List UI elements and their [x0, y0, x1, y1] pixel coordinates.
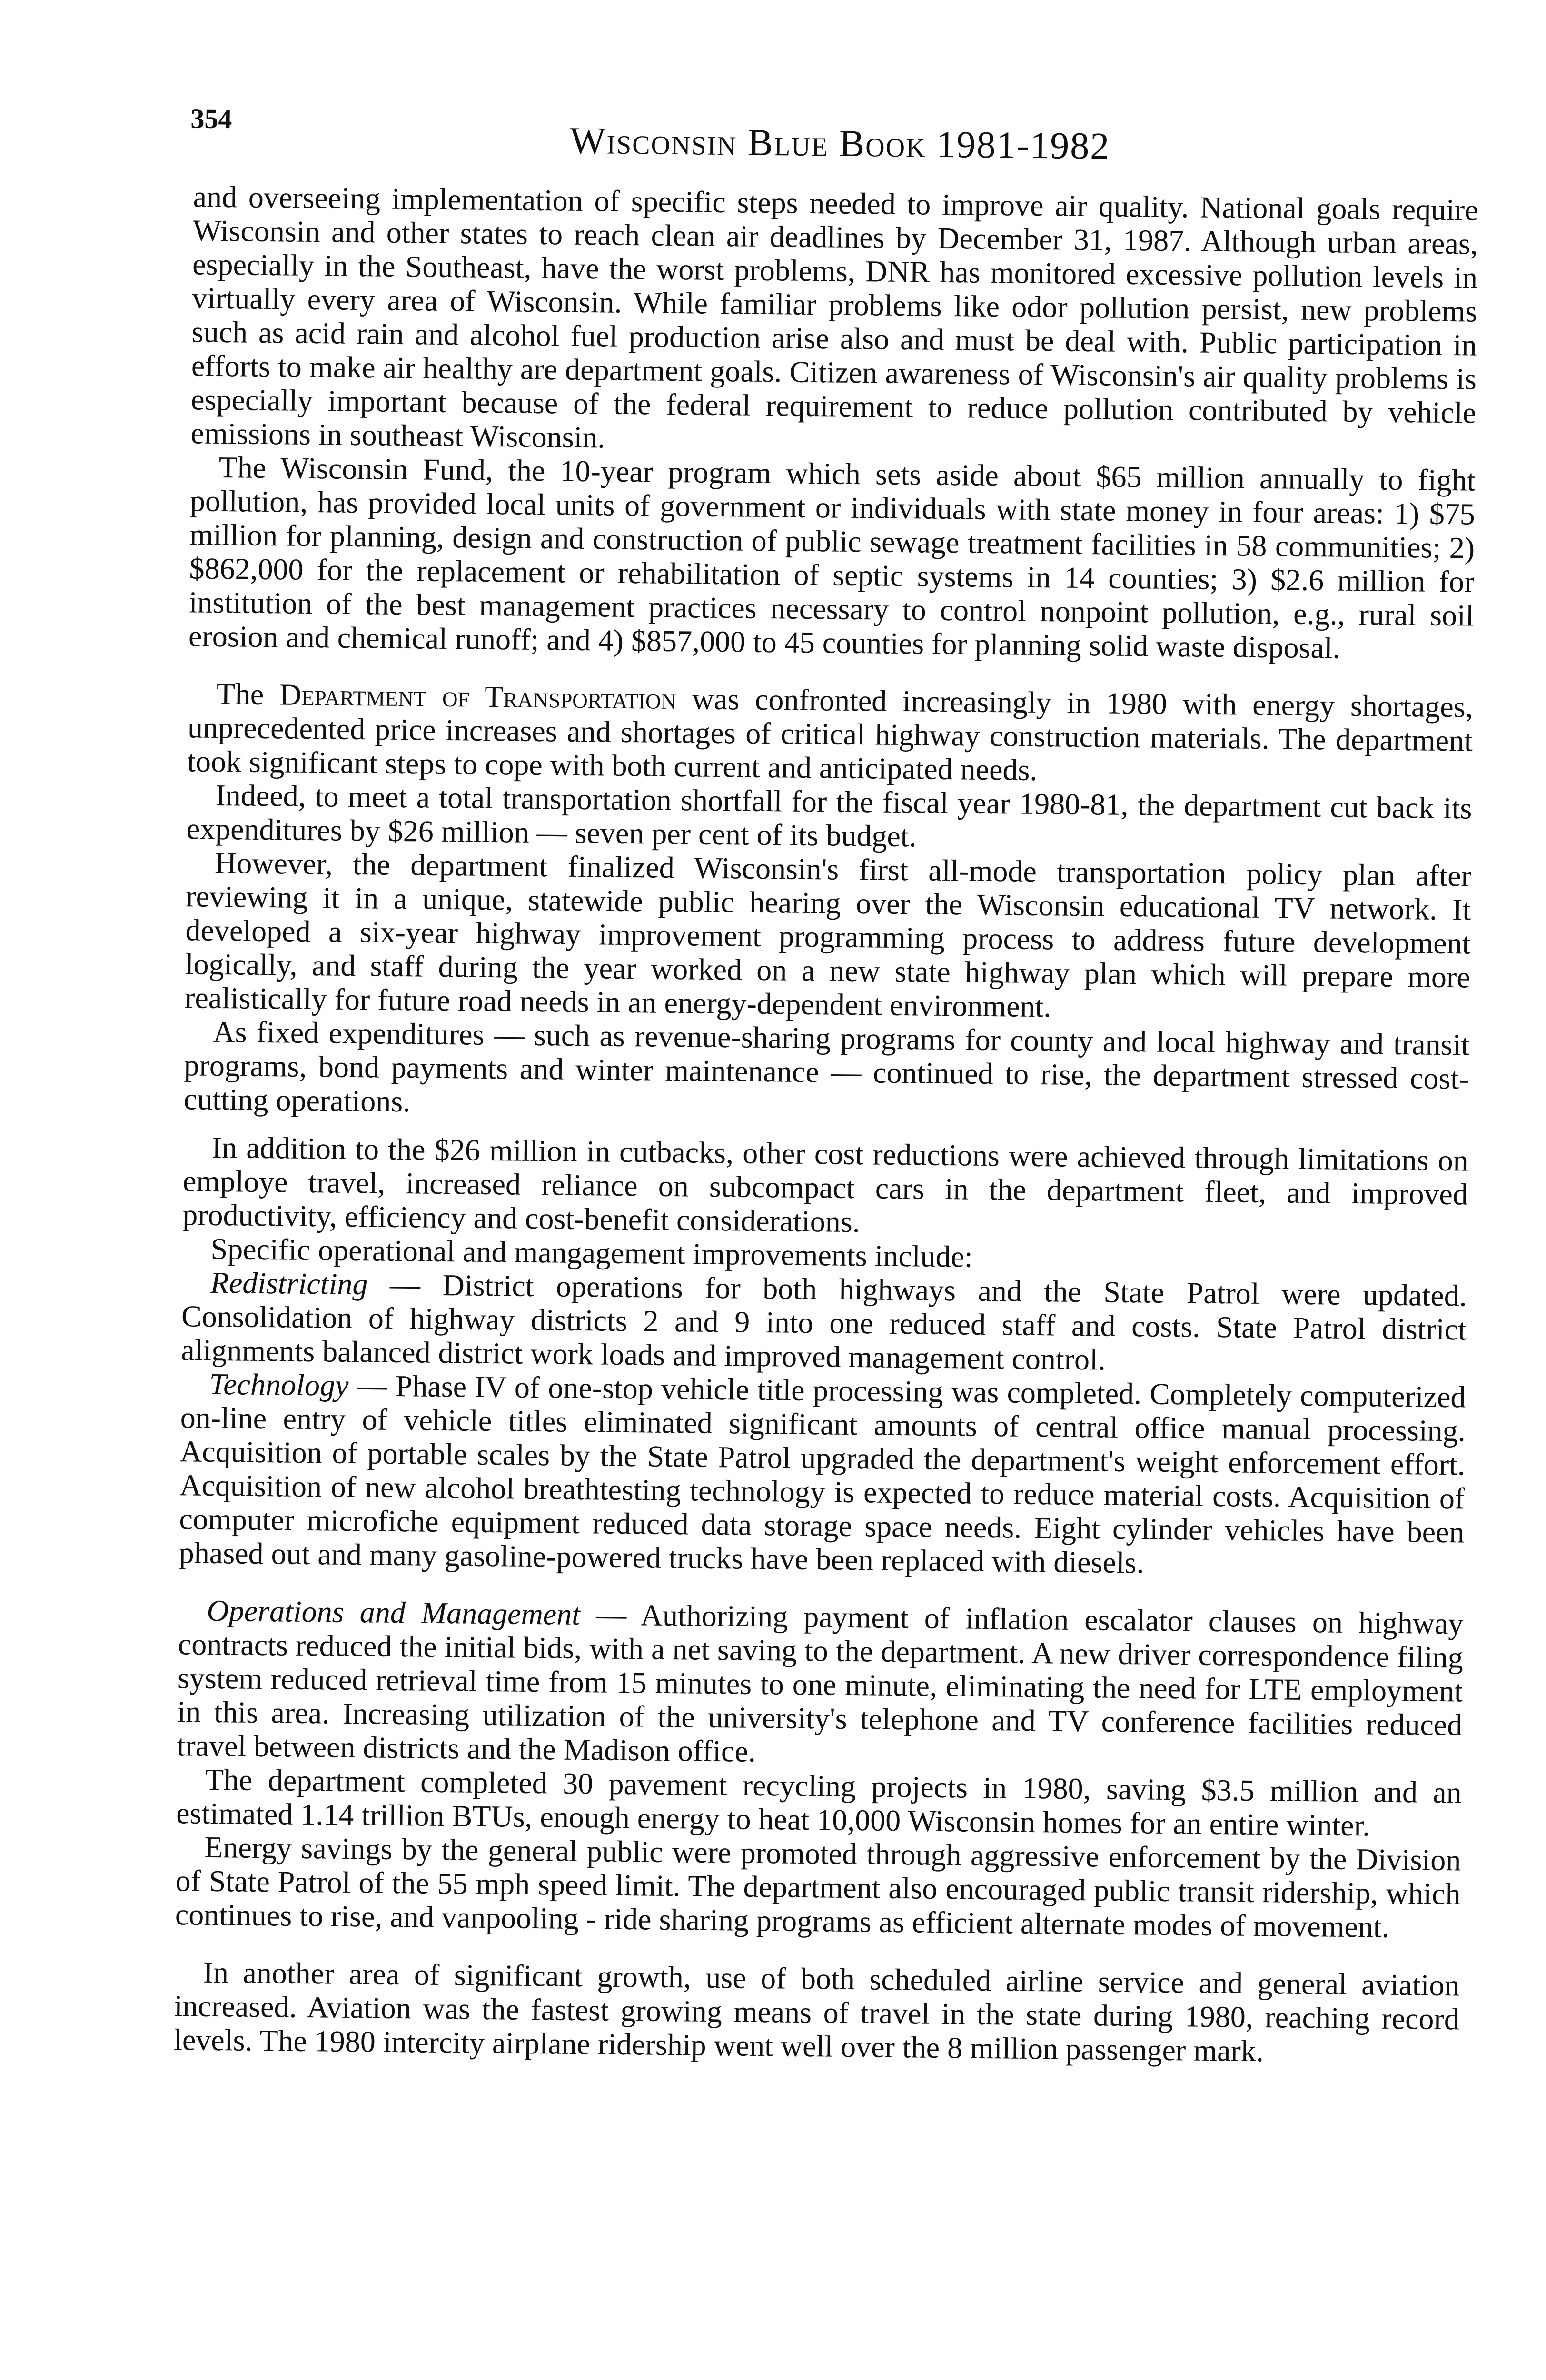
paragraph-redistricting: Redistricting — District operations for both highways and the State Patrol were updated. Consolidation of highway districts 2 and 9 into one reduced staff and costs. State Patrol district alignments balanced district work loads and improved management control. [180, 1265, 1467, 1377]
running-head-years: 1981-1982 [936, 123, 1110, 168]
paragraph-air-quality: and overseeing implementation of specific steps needed to improve air quality. National goals require Wisconsin and other states to reach clean air deadlines by December 31, 1987. Although urban areas, especially in the Southeast, have the worst problems, DNR has monitored excessive pollution levels in virtually every area of Wisconsin. While familiar problems like odor pollution persist, new problems such as acid rain and alcohol fuel production arise also and must be deal with. Public participation in efforts to make air healthy are department goals. Citizen awareness of Wisconsin's air quality problems is especially important because of the federal requirement to reduce pollution contributed by vehicle emissions in southeast Wisconsin. [190, 179, 1478, 455]
paragraph-pavement-recycling: The department completed 30 pavement recycling projects in 1980, saving $3.5 million and an estimated 1.14 trillion BTUs, enough energy to heat 10,000 Wisconsin homes for an entire winter. [176, 1762, 1462, 1843]
paragraph-wisconsin-fund: The Wisconsin Fund, the 10-year program which sets aside about $65 million annually to fight pollution, has provided local units of government or individuals with state money in four areas: 1) $75 million for planning, design and construction of public sewage treatment facilities in 58 communities; 2) $862,000 for the replacement or rehabilitation of septic systems in 14 counties; 3) $2.6 million for institution of the best management practices necessary to control nonpoint pollution, e.g., rural soil erosion and chemical runoff; and 4) $857,000 to 45 counties for planning solid waste disposal. [188, 450, 1476, 665]
paragraph-technology: Technology — Phase IV of one-stop vehicle title processing was completed. Completely computerized on-line entry of vehicle titles eliminated significant amounts of central office manual processing. Acquisition of portable scales by the State Patrol upgraded the department's weight enforcement effort. Acquisition of new alcohol breathtesting technology is expected to reduce material costs. Acquisition of computer microfiche equipment reduced data storage space needs. Eight cylinder vehicles have been phased out and many gasoline-powered trucks have been replaced with diesels. [178, 1367, 1466, 1580]
run-in-heading: Redistricting [210, 1265, 368, 1301]
body-text [174, 179, 1478, 2070]
paragraph-cost-reductions: In addition to the $26 million in cutbacks, other cost reductions were achieved through limitations on employe travel, increased reliance on subcompact cars in the department fleet, and improved productivity, efficiency and cost-benefit considerations. [182, 1130, 1469, 1239]
paragraph-improvements-intro: Specific operational and mangagement improvements include: [210, 1231, 973, 1274]
paragraph-energy-savings: Energy savings by the general public were promoted through aggressive enforcement by the Division of State Patrol of the 55 mph speed limit. The department also encouraged public transit ridership, which continues to rise, and vanpooling - ride sharing programs as efficient alternate modes of movement. [175, 1830, 1461, 1944]
run-in-heading: Technology [209, 1367, 349, 1402]
running-head [570, 119, 1110, 169]
paragraph-shortfall: Indeed, to meet a total transportation shortfall for the fiscal year 1980-81, the department cut back its expenditures by $26 million — seven per cent of its budget. [186, 778, 1472, 853]
page-number: 354 [190, 103, 232, 135]
paragraph-policy-plan: However, the department finalized Wisconsin's first all-mode transportation policy plan after reviewing it in a unique, statewide public hearing over the Wisconsin educational TV network. It developed a six-year highway improvement programming process to address future development logically, and staff during the year worked on a new state highway plan which will prepare more realistically for future road needs in an energy-dependent environment. [184, 845, 1472, 1024]
run-in-heading: Operations and Management [207, 1593, 581, 1632]
paragraph-fixed-expenditures: As fixed expenditures — such as revenue-sharing programs for county and local highway and transit programs, bond payments and winter maintenance — continued to rise, the department stressed cost-cutting operations. [183, 1014, 1470, 1119]
paragraph-dot-intro: The Department of Transportation was confronted increasingly in 1980 with energy shortages, unprecedented price increases and shortages of critical highway construction materials. The department took significant steps to cope with both current and anticipated needs. [187, 676, 1474, 787]
paragraph-aviation: In another area of significant growth, use of both scheduled airline service and general aviation increased. Aviation was the fastest growing means of travel in the state during 1980, reaching record levels. The 1980 intercity airplane ridership went well over the 8 million passenger mark. [173, 1955, 1460, 2068]
running-head-title: Wisconsin Blue Book [569, 119, 927, 166]
department-name: Department of Transportation [279, 677, 677, 716]
paragraph-operations: Operations and Management — Authorizing payment of inflation escalator clauses on highway contracts reduced the initial bids, with a net saving to the department. A new driver correspondence filing system reduced retrieval time from 15 minutes to one minute, eliminating the need for LTE employment in this area. Increasing utilization of the university's telephone and TV conference facilities reduced travel between districts and the Madison office. [177, 1593, 1464, 1768]
